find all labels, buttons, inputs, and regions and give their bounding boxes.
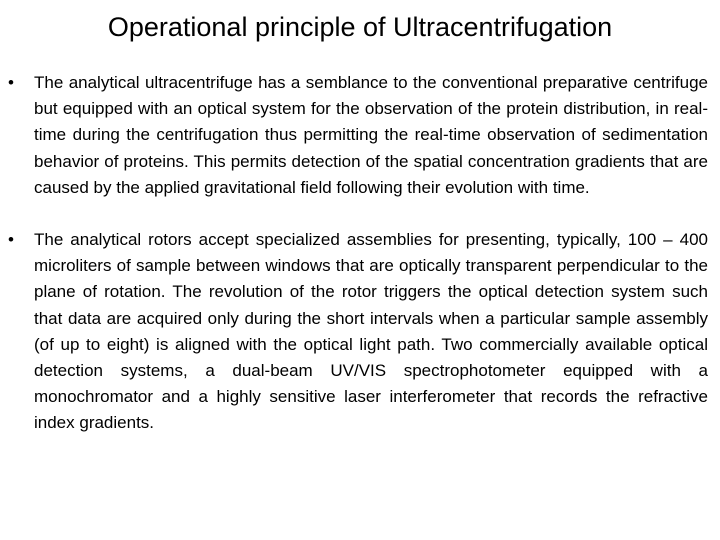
bullet-icon: • <box>8 230 14 250</box>
bullet-item-1 <box>0 70 720 201</box>
bullet-list <box>0 70 720 437</box>
bullet-item-2 <box>0 227 720 437</box>
bullet-text-1: The analytical ultracentrifuge has a semblance to the conventional preparative centrifuge but equipped with an optical system for the observation of the protein distribution, in real-time during the centrifugation thus permitting the real-time observation of sedimentation behavior of proteins. This permits detection of the spatial concentration gradients that are caused by the applied gravitational field following their evolution with time. <box>34 73 708 197</box>
slide-title: Operational principle of Ultracentrifugation <box>107 12 613 42</box>
bullet-text-2: The analytical rotors accept specialized assemblies for presenting, typically, 100 – 400 microliters of sample between windows that are optically transparent perpendicular to the plane of rotation. The revolution of the rotor triggers the optical detection system such that data are acquired only during the short intervals when a particular sample assembly (of up to eight) is aligned with the optical light path. Two commercially available optical detection systems, a dual-beam UV/VIS spectrophotometer equipped with a monochromator and a highly sensitive laser interferometer that records the refractive index gradients. <box>34 230 708 433</box>
bullet-icon: • <box>8 73 14 92</box>
